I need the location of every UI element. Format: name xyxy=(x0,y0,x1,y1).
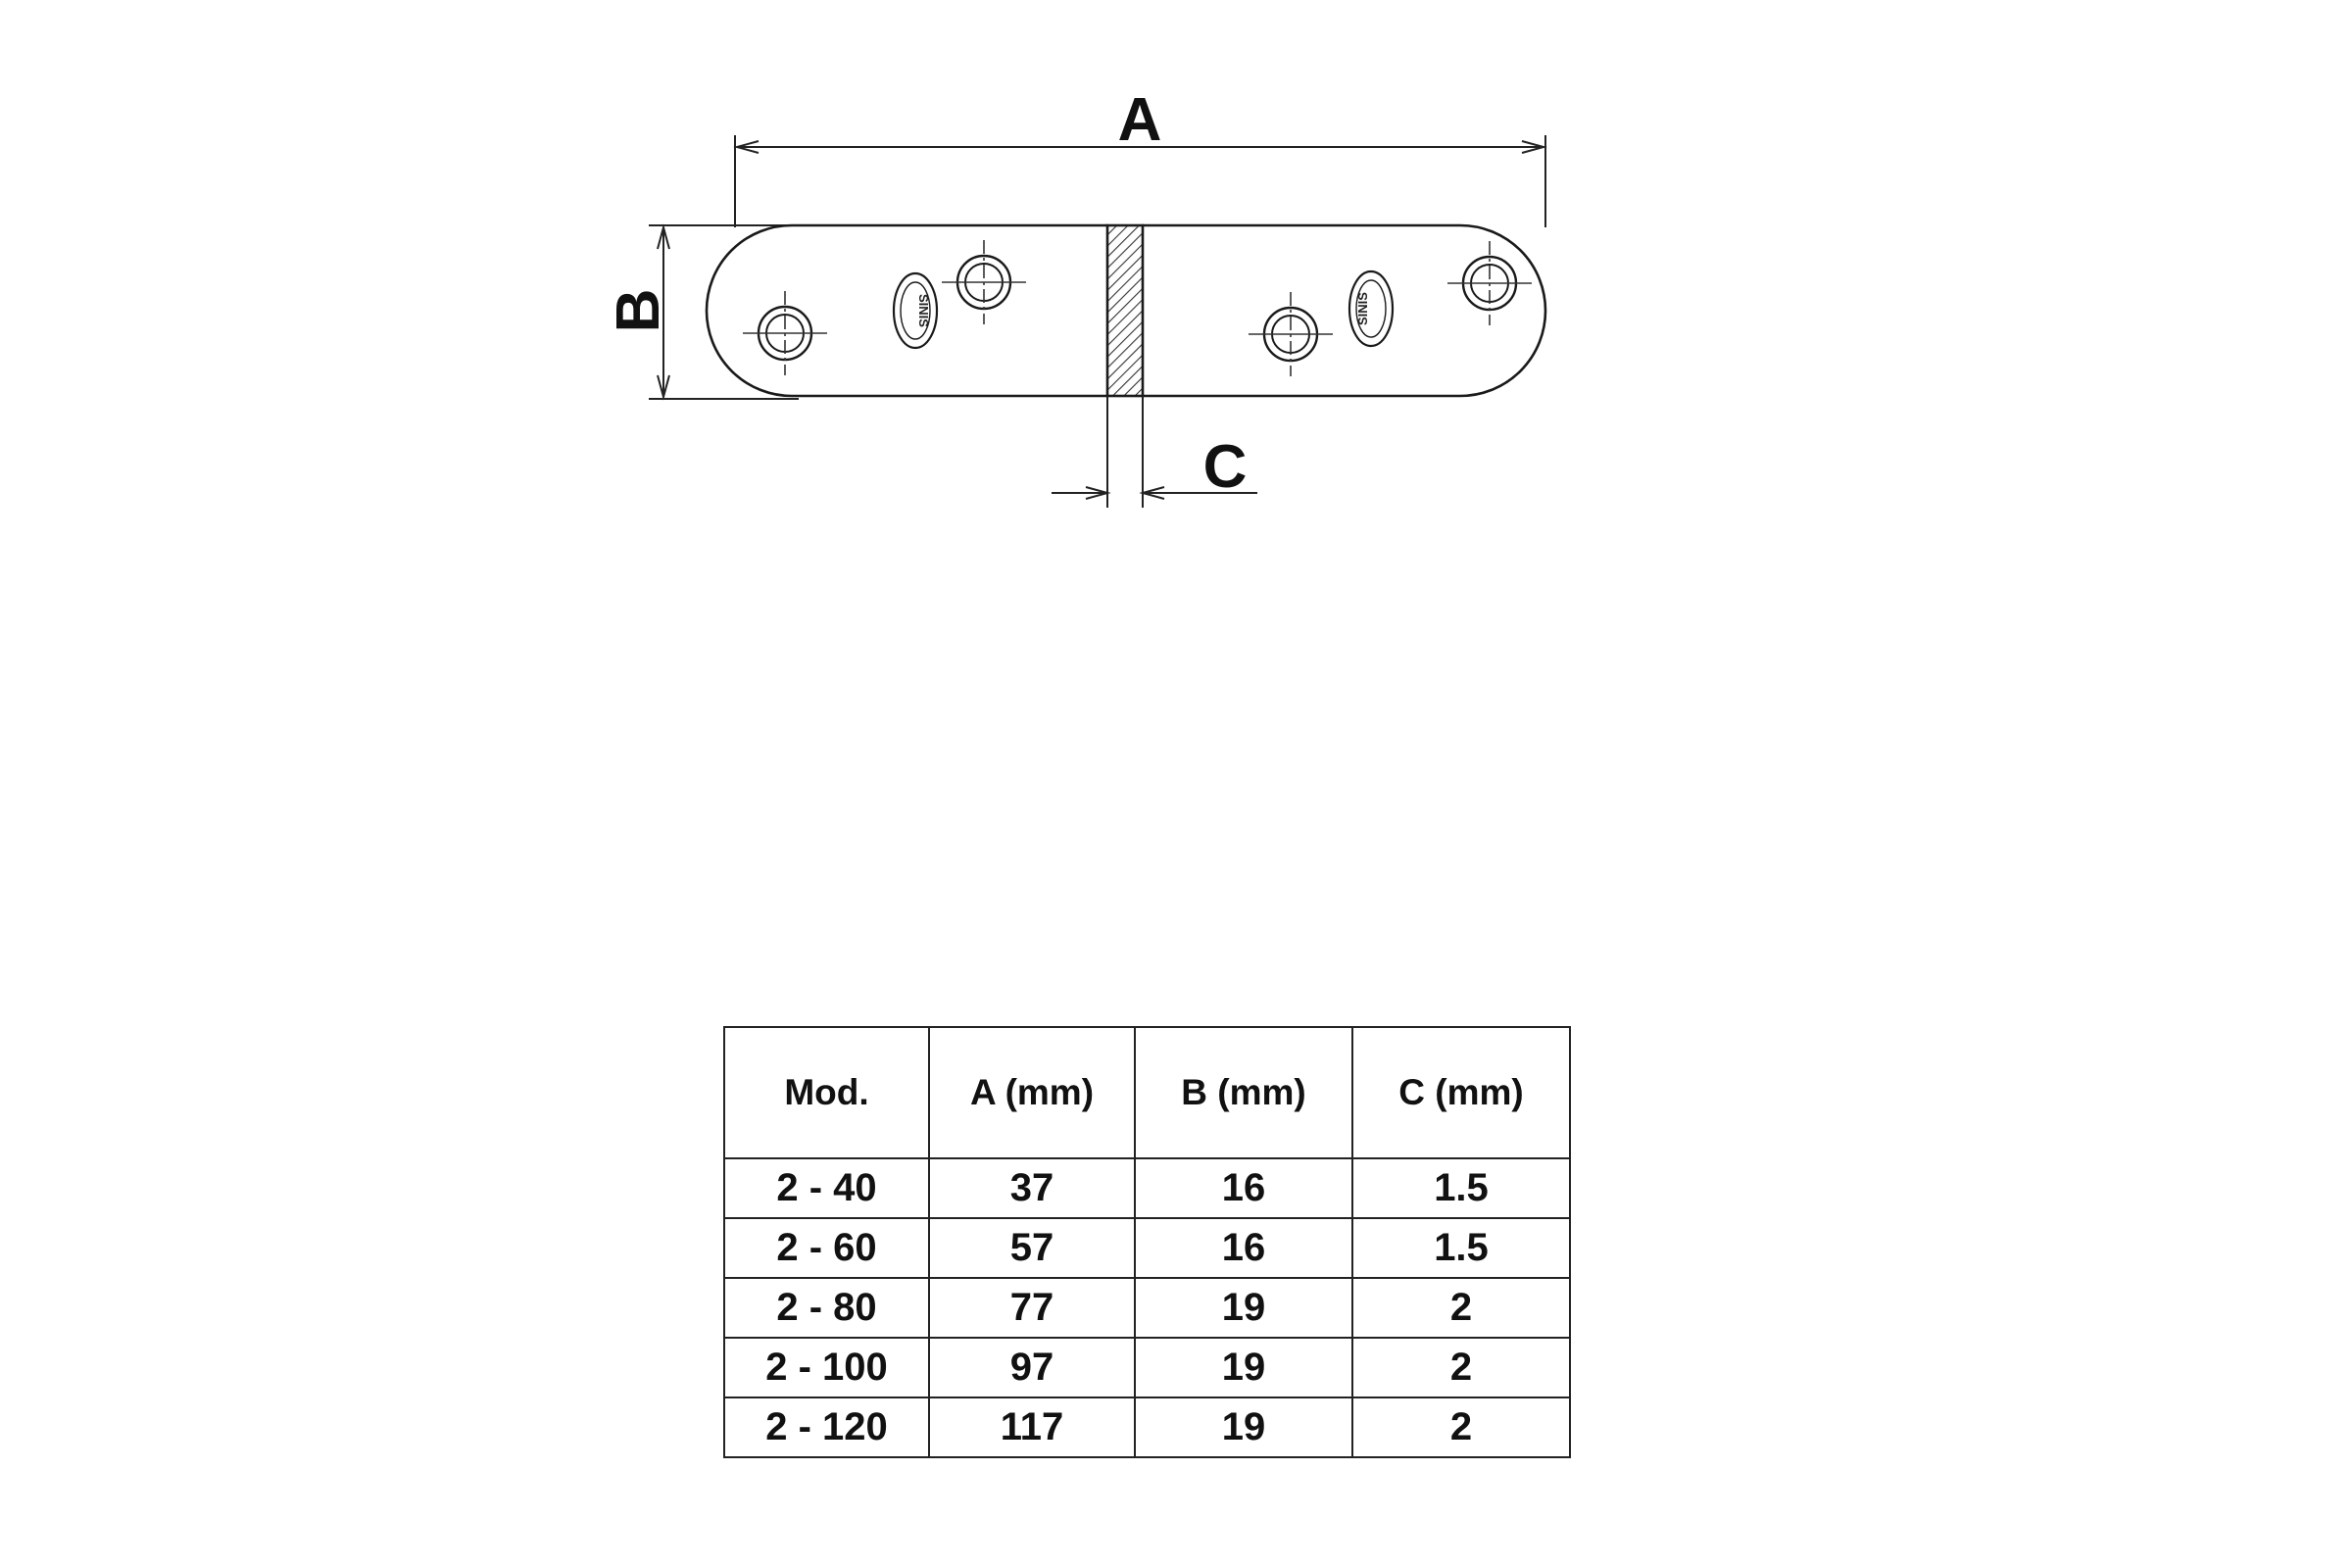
cell-c: 2 xyxy=(1352,1397,1570,1457)
table-header-row xyxy=(724,1027,1570,1158)
cell-b: 16 xyxy=(1135,1218,1352,1278)
cell-model: 2 - 40 xyxy=(724,1158,929,1218)
cell-a: 57 xyxy=(929,1218,1135,1278)
cell-b: 19 xyxy=(1135,1397,1352,1457)
column-header-a: A (mm) xyxy=(929,1027,1135,1158)
cell-a: 97 xyxy=(929,1338,1135,1397)
cell-c: 2 xyxy=(1352,1278,1570,1338)
cell-a: 77 xyxy=(929,1278,1135,1338)
dimension-c-label: C xyxy=(1202,433,1248,501)
dimension-a xyxy=(735,86,1545,227)
cell-model: 2 - 60 xyxy=(724,1218,929,1278)
hinge-right-leaf xyxy=(1143,225,1545,396)
dimension-c xyxy=(1052,396,1257,508)
hinge-left-leaf xyxy=(707,225,1107,396)
column-header-c: C (mm) xyxy=(1352,1027,1570,1158)
cell-a: 37 xyxy=(929,1158,1135,1218)
dimension-a-label: A xyxy=(1117,86,1162,154)
cell-model: 2 - 120 xyxy=(724,1397,929,1457)
table-row xyxy=(724,1158,1570,1218)
column-header-model: Mod. xyxy=(724,1027,929,1158)
cell-b: 16 xyxy=(1135,1158,1352,1218)
table-row xyxy=(724,1278,1570,1338)
cell-c: 2 xyxy=(1352,1338,1570,1397)
dimensions-table xyxy=(723,1026,1571,1458)
logo-text: SINIS xyxy=(916,294,931,327)
cell-b: 19 xyxy=(1135,1338,1352,1397)
cell-b: 19 xyxy=(1135,1278,1352,1338)
cell-model: 2 - 100 xyxy=(724,1338,929,1397)
cell-model: 2 - 80 xyxy=(724,1278,929,1338)
hinge-pin-section xyxy=(1107,225,1143,396)
cell-c: 1.5 xyxy=(1352,1158,1570,1218)
table-row xyxy=(724,1397,1570,1457)
logo-text: SINIS xyxy=(1355,292,1370,325)
table-row xyxy=(724,1338,1570,1397)
cell-c: 1.5 xyxy=(1352,1218,1570,1278)
dimension-b-label: B xyxy=(605,288,672,333)
table-row xyxy=(724,1218,1570,1278)
hinge-body xyxy=(707,225,1545,396)
column-header-b: B (mm) xyxy=(1135,1027,1352,1158)
cell-a: 117 xyxy=(929,1397,1135,1457)
